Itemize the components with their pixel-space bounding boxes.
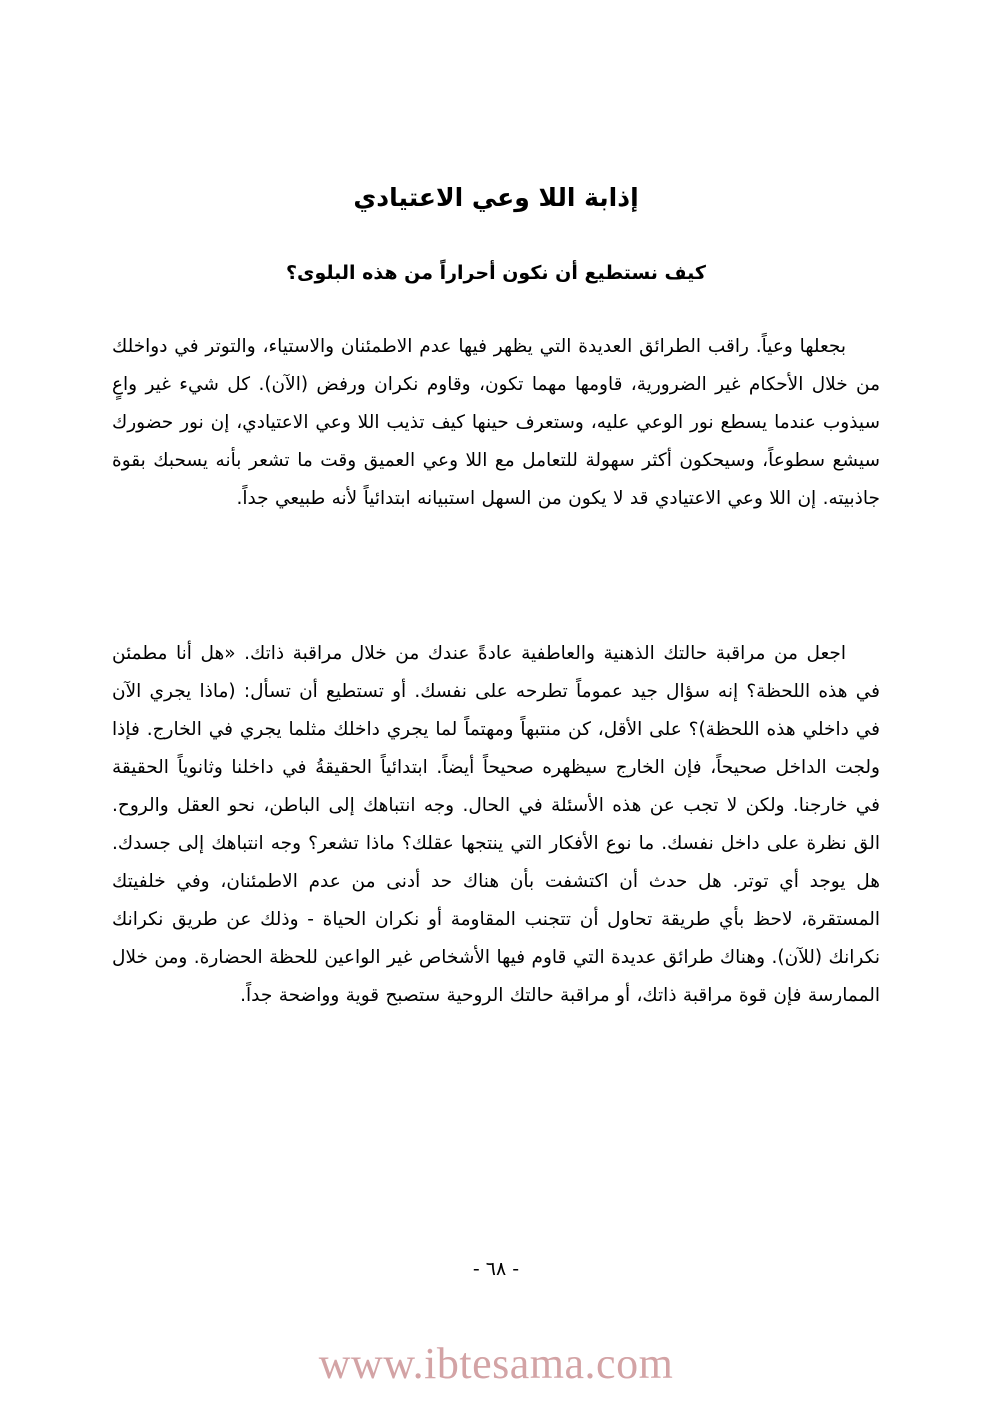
paragraph-text: بجعلها وعياً. راقب الطرائق العديدة التي يظهر فيها عدم الاطمئنان والاستياء، والتوتر في دواخلك من خلال الأحكام غير الضرورية، قاومها مهما تكون، وقاوم نكران ورفض (الآن). كل شيء غير واعٍ سيذوب عندما يسطع نور الوعي عليه، وستعرف حينها كيف تذيب اللا وعي الاعتيادي، إن نور حضورك سيشع سطوعاً، وسيحكون أكثر سهولة للتعامل مع اللا وعي العميق وقت ما تشعر بأنه يسحبك بقوة جاذبيته. إن اللا وعي الاعتيادي قد لا يكون من السهل استبيانه ابتدائياً لأنه طبيعي جداً. <box>112 336 880 509</box>
page-number: - ٦٨ - <box>472 1258 520 1280</box>
body-paragraph-2 <box>112 635 880 1015</box>
body-paragraph-1 <box>112 328 880 518</box>
watermark: www.ibtesama.com <box>318 1339 674 1388</box>
page-content <box>112 0 880 1403</box>
paragraph-text: اجعل من مراقبة حالتك الذهنية والعاطفية عادةً عندك من خلال مراقبة ذاتك. «هل أنا مطمئن في هذه اللحظة؟ إنه سؤال جيد عموماً تطرحه على نفسك. أو تستطيع أن تسأل: (ماذا يجري الآن في داخلي هذه اللحظة)؟ على الأقل، كن منتبهاً ومهتماً لما يجري داخلك مثلما يجري في الخارج. فإذا ولجت الداخل صحيحاً، فإن الخارج سيظهره صحيحاً أيضاً. ابتدائياً الحقيقةُ في داخلنا وثانوياً الحقيقة في خارجنا. ولكن لا تجب عن هذه الأسئلة في الحال. وجه انتباهك إلى الباطن، نحو العقل والروح. الق نظرة على داخل نفسك. ما نوع الأفكار التي ينتجها عقلك؟ ماذا تشعر؟ وجه انتباهك إلى جسدك. هل يوجد أي توتر. هل حدث أن اكتشفت بأن هناك حد أدنى من عدم الاطمئنان، وفي خلفيتك المستقرة، لاحظ بأي طريقة تحاول أن تتجنب المقاومة أو نكران الحياة - وذلك عن طريق نكرانك نكرانك (للآن). وهناك طرائق عديدة التي قاوم فيها الأشخاص غير الواعين للحظة الحضارة. ومن خلال الممارسة فإن قوة مراقبة ذاتك، أو مراقبة حالتك الروحية ستصبح قوية وواضحة جداً. <box>112 643 880 1006</box>
page-subtitle: كيف نستطيع أن نكون أحراراً من هذه البلوى؟ <box>286 262 706 284</box>
page-title: إذابة اللا وعي الاعتيادي <box>353 183 639 212</box>
